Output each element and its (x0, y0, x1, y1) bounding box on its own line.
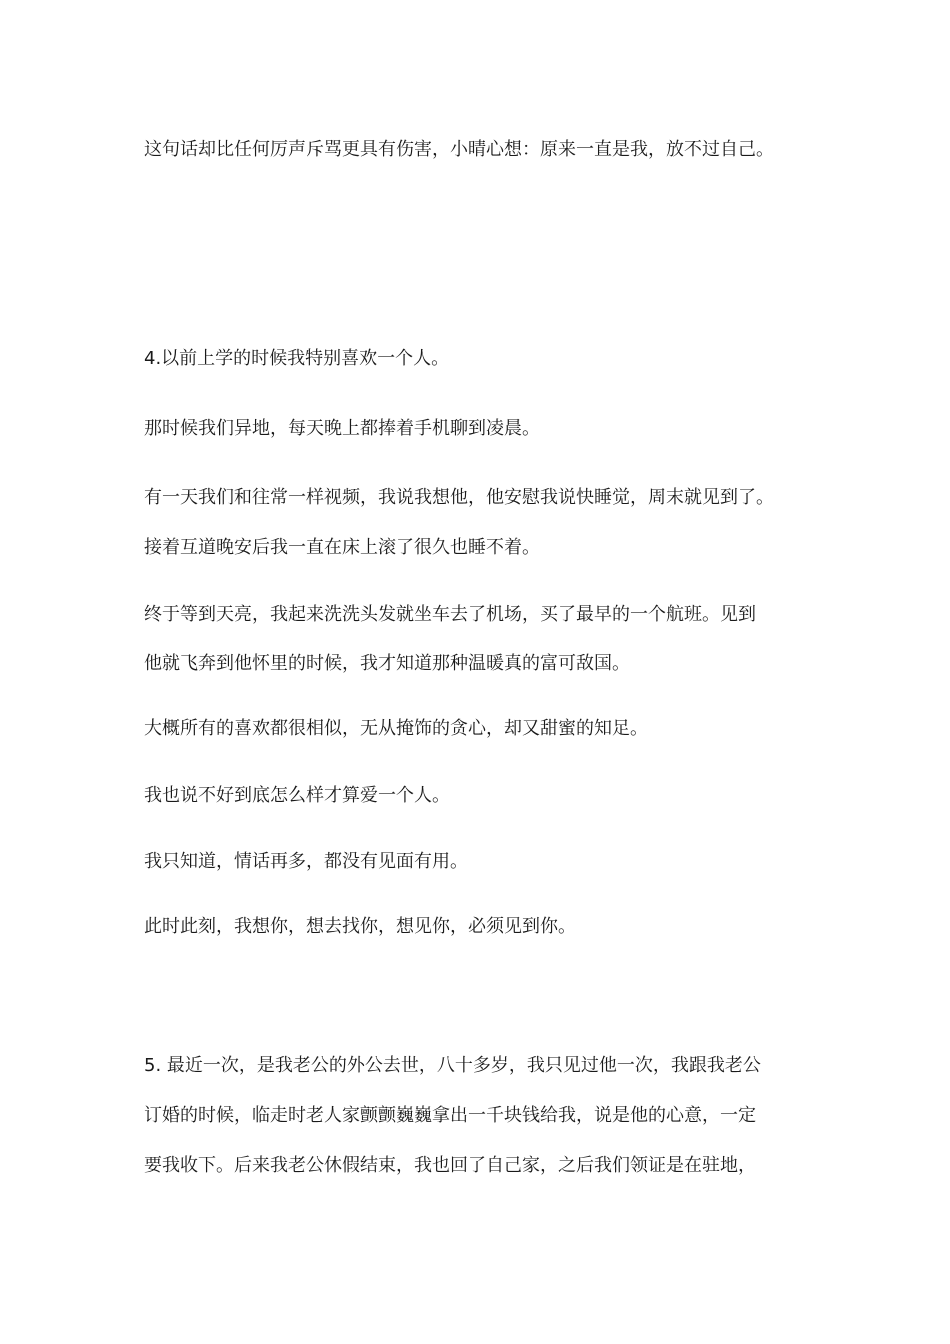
paragraph-line: 有一天我们和往常一样视频，我说我想他，他安慰我说快睡觉，周末就见到了。 (144, 487, 774, 508)
paragraph-line: 订婚的时候，临走时老人家颤颤巍巍拿出一千块钱给我，说是他的心意，一定 (144, 1105, 756, 1126)
paragraph-line: 此时此刻，我想你，想去找你，想见你，必须见到你。 (144, 916, 576, 937)
paragraph-line: 这句话却比任何厉声斥骂更具有伤害，小晴心想：原来一直是我，放不过自己。 (144, 139, 774, 160)
paragraph-line: 要我收下。后来我老公休假结束，我也回了自己家，之后我们领证是在驻地， (144, 1155, 756, 1176)
paragraph-line: 我只知道，情话再多，都没有见面有用。 (144, 851, 468, 872)
paragraph-line: 接着互道晚安后我一直在床上滚了很久也睡不着。 (144, 537, 540, 558)
paragraph-line: 我也说不好到底怎么样才算爱一个人。 (144, 785, 450, 806)
section-4-heading-line: 4.以前上学的时候我特别喜欢一个人。 (144, 348, 450, 369)
section-5-heading-line: 5. 最近一次，是我老公的外公去世，八十多岁，我只见过他一次，我跟我老公 (144, 1055, 761, 1076)
paragraph-line: 那时候我们异地，每天晚上都捧着手机聊到凌晨。 (144, 418, 540, 439)
paragraph-line: 他就飞奔到他怀里的时候，我才知道那种温暖真的富可敌国。 (144, 653, 630, 674)
paragraph-line: 大概所有的喜欢都很相似，无从掩饰的贪心，却又甜蜜的知足。 (144, 718, 648, 739)
paragraph-line: 终于等到天亮，我起来洗洗头发就坐车去了机场，买了最早的一个航班。见到 (144, 604, 756, 625)
